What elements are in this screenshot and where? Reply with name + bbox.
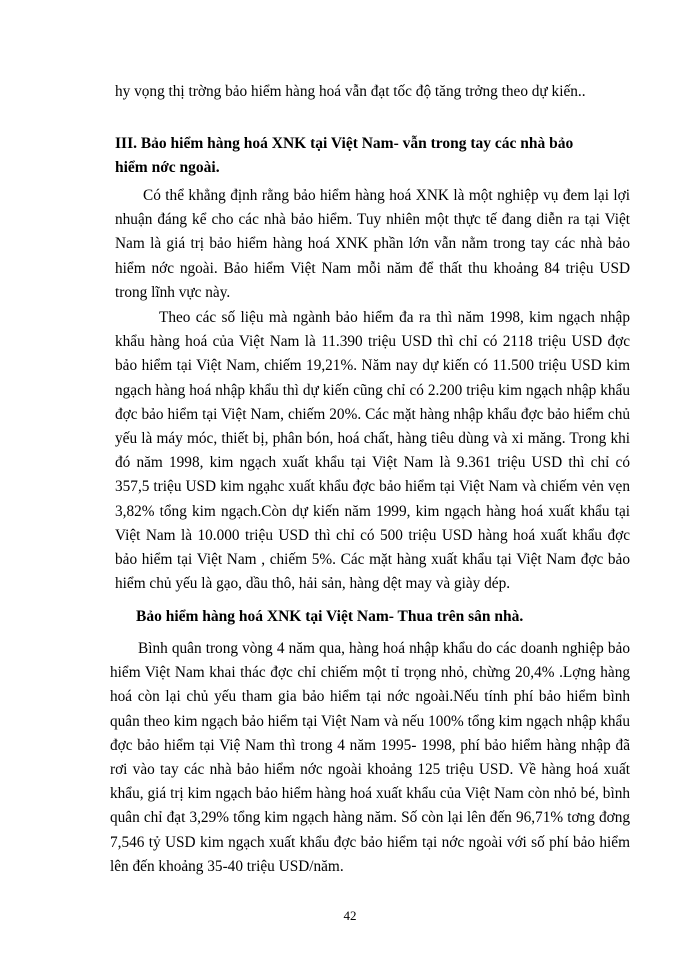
section-heading-iii-line2: hiểm nớc ngoài. bbox=[115, 159, 220, 177]
paragraph-statistics: Theo các số liệu mà ngành bảo hiểm đa ra thì năm 1998, kim ngạch nhập khẩu hàng hoá của Việt Nam là 11.390 triệu USD thì chỉ có 2118 triệu USD đợc bảo hiểm tại Việt Nam, chiếm 19,21%. Năm nay dự kiến có 11.500 triệu USD kim ngạch hàng hoá nhập khẩu thì dự kiến cũng chỉ có 2.200 triệu kim ngạch nhập khẩu đợc bảo hiểm tại Việt Nam, chiếm 20%. Các mặt hàng nhập khẩu đợc bảo hiểm chủ yếu là máy móc, thiết bị, phân bón, hoá chất, hàng tiêu dùng và xi măng. Trong khi đó năm 1998, kim ngạch xuất khẩu tại Việt Nam là 9.361 triệu USD thì chỉ có 357,5 triệu USD kim ngạhc xuất khẩu đợc bảo hiểm tại Việt Nam và chiếm vẻn vẹn 3,82% tổng kim ngạch.Còn dự kiến năm 1999, kim ngạch hàng hoá xuất khẩu tại Việt Nam là 10.000 triệu USD thì chỉ có 500 triệu USD hàng hoá xuất khẩu đợc bảo hiểm tại Việt Nam , chiếm 5%. Các mặt hàng xuất khẩu tại Việt Nam đợc bảo hiểm chủ yếu là gạo, dầu thô, hải sản, hàng dệt may và giày dép. bbox=[115, 309, 630, 593]
section-heading-iii bbox=[115, 132, 630, 180]
paragraph-continuation: hy vọng thị trờng bảo hiểm hàng hoá vẫn đạt tốc độ tăng trởng theo dự kiến.. bbox=[115, 83, 586, 100]
section-heading-iii-line1: III. Bảo hiểm hàng hoá XNK tại Việt Nam- vẫn trong tay các nhà bảo bbox=[115, 135, 574, 152]
paragraph-intro: Có thể khẳng định rằng bảo hiểm hàng hoá XNK là một nghiệp vụ đem lại lợi nhuận đáng kể cho các nhà bảo hiểm. Tuy nhiên một thực tế đang diễn ra tại Việt Nam là giá trị bảo hiểm hàng hoá XNK phần lớn vẫn nằm trong tay các nhà bảo hiểm nớc ngoài. Bảo hiểm Việt Nam mỗi năm để thất thu khoảng 84 triệu USD trong lĩnh vực này. bbox=[115, 187, 630, 301]
page-number: 42 bbox=[343, 908, 357, 923]
paragraph-market-share: Bình quân trong vòng 4 năm qua, hàng hoá nhập khẩu do các doanh nghiệp bảo hiểm Việt Nam khai thác đợc chỉ chiếm một tỉ trọng nhỏ, chừng 20,4% .Lợng hàng hoá còn lại chủ yếu tham gia bảo hiểm tại nớc ngoài.Nếu tính phí bảo hiểm bình quân theo kim ngạch bảo hiểm tại Việt Nam và nếu 100% tổng kim ngạch nhập khẩu đợc bảo hiểm tại Việ Nam thì trong 4 năm 1995- 1998, phí bảo hiểm hàng nhập đã rơi vào tay các nhà bảo hiểm nớc ngoài khoảng 125 triệu USD. Về hàng hoá xuất khẩu, giá trị kim ngạch bảo hiểm hàng hoá xuất khẩu của Việt Nam còn nhỏ bé, bình quân chỉ đạt 3,29% tổng kim ngạch hàng năm. Số còn lại lên đến 96,71% tơng đơng 7,546 tỷ USD kim ngạch xuất khẩu đợc bảo hiểm tại nớc ngoài với số phí bảo hiểm lên đến khoảng 35-40 triệu USD/năm. bbox=[110, 640, 630, 875]
subsection-heading: Bảo hiểm hàng hoá XNK tại Việt Nam- Thua trên sân nhà. bbox=[136, 608, 524, 625]
